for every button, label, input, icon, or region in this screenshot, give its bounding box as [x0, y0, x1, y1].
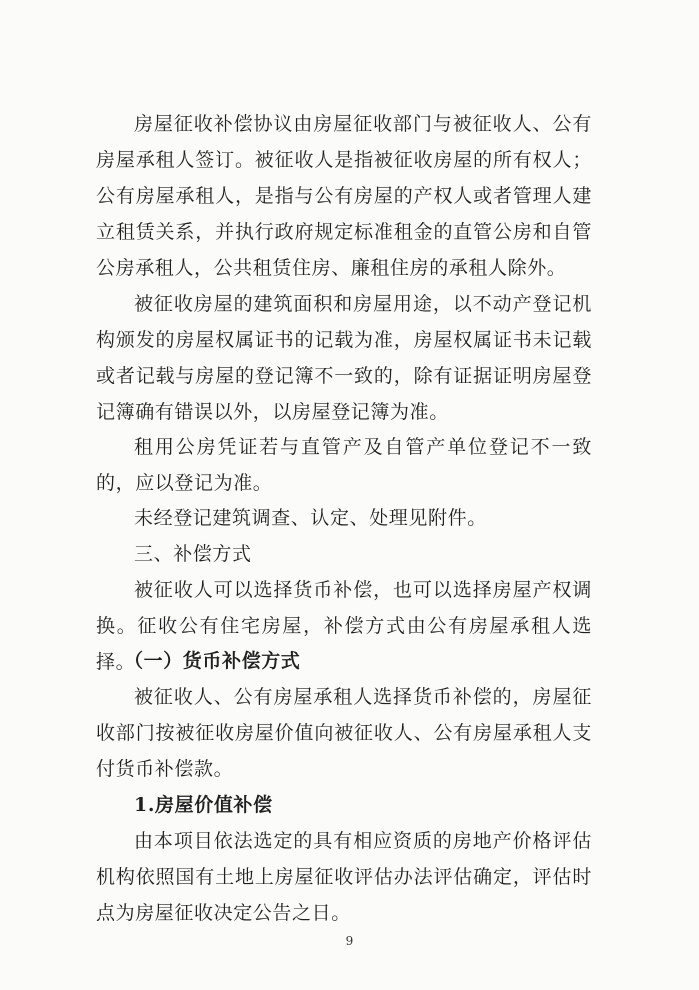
paragraph-compensation-choice: 被征收人可以选择货币补偿，也可以选择房屋产权调换。征收公有住宅房屋，补偿方式由公有房屋承租人选择。 — [96, 579, 592, 673]
paragraph-house-value-assessment: 由本项目依法选定的具有相应资质的房地产价格评估机构依照国有土地上房屋征收评估办法评估确定，评估时点为房屋征收决定公告之日。 — [96, 830, 592, 924]
paragraph-public-housing-voucher: 租用公房凭证若与直管产及自管产单位登记不一致的，应以登记为准。 — [96, 436, 592, 494]
item-heading-house-value: 1.房屋价值补偿 — [134, 794, 273, 816]
paragraph-building-area: 被征收房屋的建筑面积和房屋用途，以不动产登记机构颁发的房屋权属证书的记载为准，房屋权属证书未记载或者记载与房屋的登记簿不一致的，除有证据证明房屋登记簿确有错误以外，以房屋登记簿为准。 — [96, 293, 592, 423]
subsection-heading-monetary-compensation: （一）货币补偿方式 — [124, 650, 301, 672]
paragraph-unregistered-buildings: 未经登记建筑调查、认定、处理见附件。 — [134, 507, 487, 529]
page-number: 9 — [345, 934, 354, 948]
paragraph-agreement-signing: 房屋征收补偿协议由房屋征收部门与被征收人、公有房屋承租人签订。被征收人是指被征收房屋的所有权人；公有房屋承租人，是指与公有房屋的产权人或者管理人建立租赁关系，并执行政府规定标准租金的直管公房和自管公房承租人，公共租赁住房、廉租住房的承租人除外。 — [96, 113, 592, 279]
section-heading-compensation-methods: 三、补偿方式 — [134, 543, 252, 565]
paragraph-monetary-compensation: 被征收人、公有房屋承租人选择货币补偿的，房屋征收部门按被征收房屋价值向被征收人、公有房屋承租人支付货币补偿款。 — [96, 686, 592, 780]
